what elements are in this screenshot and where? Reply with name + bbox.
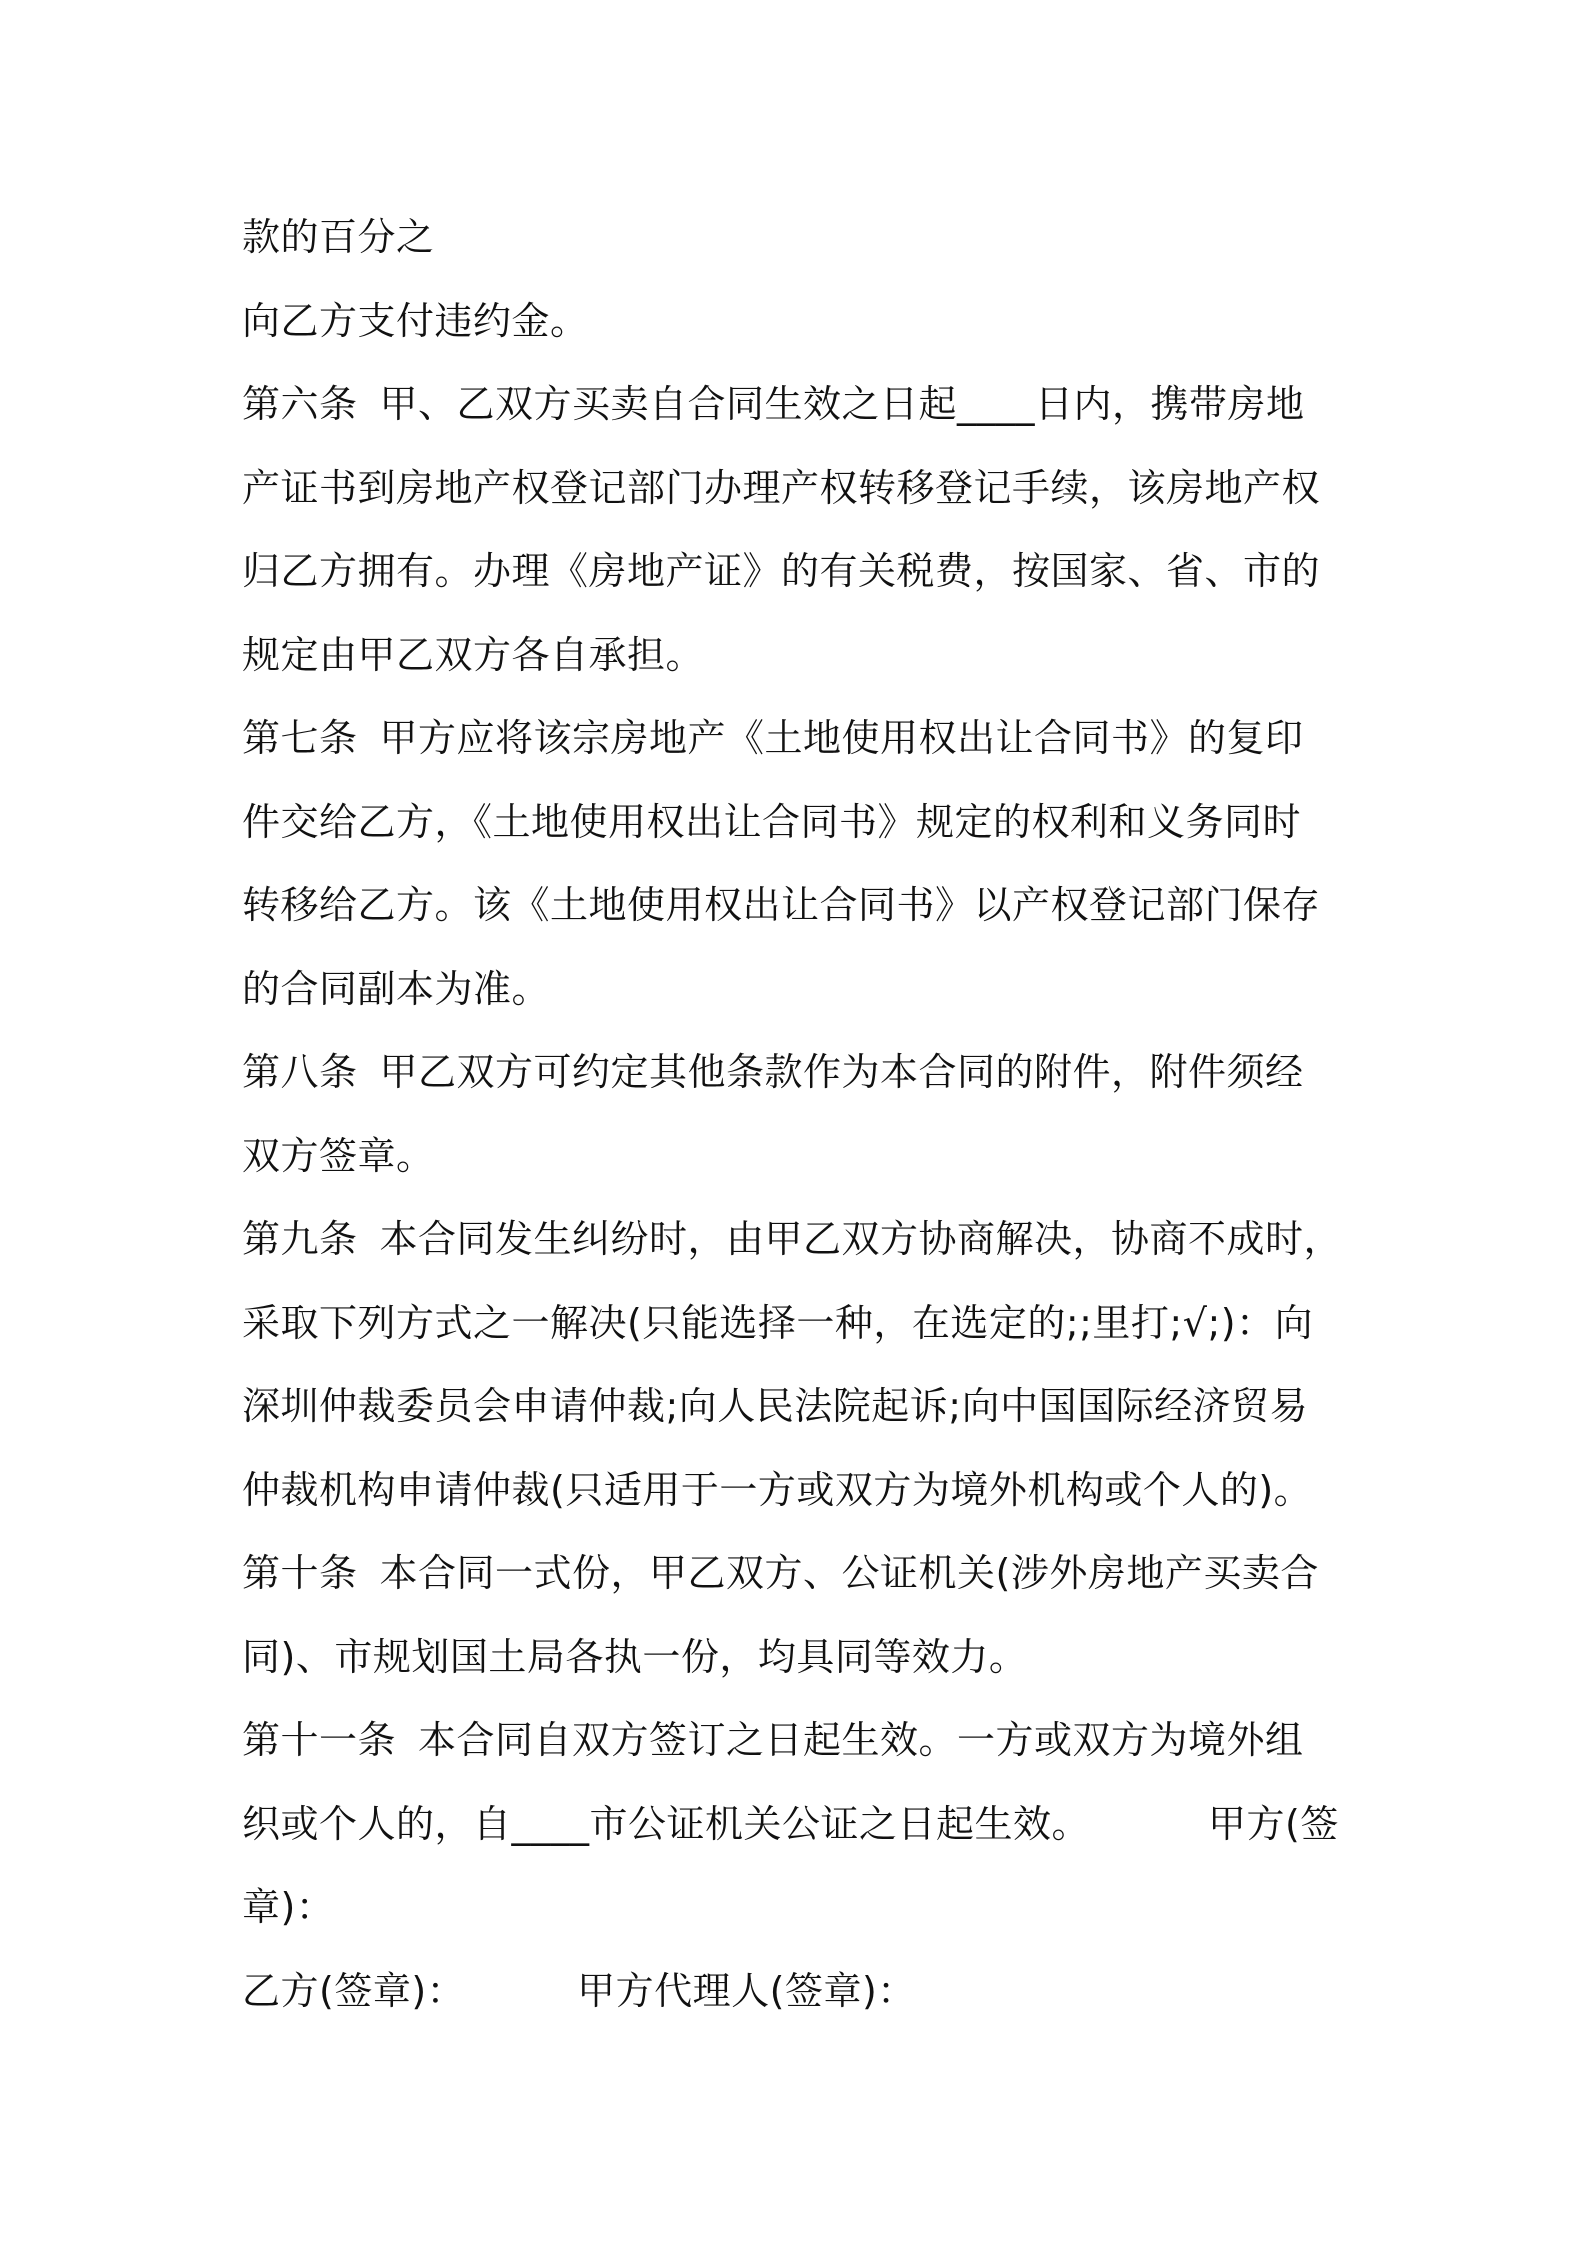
article-number: 第八条 (242, 1050, 358, 1094)
line-text: 章)： (242, 1885, 335, 1929)
text-line (242, 196, 1362, 280)
text-line (242, 530, 1362, 614)
line-text: 产证书到房地产权登记部门办理产权转移登记手续，该房地产权 (242, 465, 1321, 510)
article-number: 第十条 (242, 1551, 358, 1595)
line-text: 规定由甲乙双方各自承担。 (242, 632, 705, 677)
contract-body (242, 196, 1362, 2033)
article-6-heading-line (242, 363, 1362, 447)
article-8-heading-line (242, 1031, 1362, 1115)
article-11-heading-line (242, 1699, 1362, 1783)
text-line (242, 614, 1362, 698)
text-line (242, 864, 1362, 948)
line-text: 本合同发生纠纷时，由甲乙双方协商解决，协商不成时， (379, 1217, 1343, 1261)
line-text: 本合同一式份，甲乙双方、公证机关(涉外房地产买卖合 (379, 1551, 1319, 1595)
article-number: 第七条 (242, 716, 358, 760)
text-line (242, 781, 1362, 865)
article-7-heading-line (242, 697, 1362, 781)
line-text: 本合同自双方签订之日起生效。一方或双方为境外组 (418, 1718, 1304, 1762)
party-a-agent-signature-label: 甲方代理人(签章)： (577, 1968, 916, 2013)
article-9-heading-line (242, 1198, 1362, 1282)
line-text: 的合同副本为准。 (242, 966, 551, 1011)
text-line (242, 1866, 1362, 1950)
line-text: 仲裁机构申请仲裁(只适用于一方或双方为境外机构或个人的)。 (242, 1467, 1313, 1512)
signature-line (242, 1950, 1362, 2034)
party-a-signature-label: 甲方(签 (1208, 1801, 1339, 1846)
line-text: 向乙方支付违约金。 (242, 298, 589, 343)
line-text: 转移给乙方。该《土地使用权出让合同书》以产权登记部门保存 (242, 883, 1321, 927)
line-text: 深圳仲裁委员会申请仲裁;向人民法院起诉;向中国国际经济贸易 (242, 1384, 1309, 1428)
line-text: 归乙方拥有。办理《房地产证》的有关税费，按国家、省、市的 (242, 549, 1321, 593)
party-b-signature-label: 乙方(签章)： (242, 1968, 466, 2013)
line-text: 同)、市规划国土局各执一份，均具同等效力。 (242, 1634, 1028, 1679)
article-number: 第九条 (242, 1217, 358, 1261)
text-line (242, 1616, 1362, 1700)
text-line (242, 1115, 1362, 1199)
text-line (242, 447, 1362, 531)
text-line (242, 1282, 1362, 1366)
text-line (242, 280, 1362, 364)
line-text: 甲方应将该宗房地产《土地使用权出让合同书》的复印 (379, 716, 1304, 760)
article-number: 第十一条 (242, 1718, 397, 1762)
line-text: 件交给乙方，《土地使用权出让合同书》规定的权利和义务同时 (242, 799, 1302, 844)
text-line (242, 1449, 1362, 1533)
text-line (242, 948, 1362, 1032)
line-text: 甲乙双方可约定其他条款作为本合同的附件，附件须经 (379, 1050, 1304, 1094)
line-text: 织或个人的，自____市公证机关公证之日起生效。 (242, 1801, 1091, 1846)
text-line (242, 1783, 1362, 1867)
article-10-heading-line (242, 1532, 1362, 1616)
line-text: 双方签章。 (242, 1133, 435, 1178)
article-number: 第六条 (242, 382, 358, 426)
line-text: 采取下列方式之一解决(只能选择一种，在选定的;;里打;√;)：向 (242, 1300, 1314, 1345)
line-text: 甲、乙双方买卖自合同生效之日起____日内，携带房地 (379, 382, 1305, 426)
line-text: 款的百分之 (242, 215, 435, 259)
text-line (242, 1365, 1362, 1449)
